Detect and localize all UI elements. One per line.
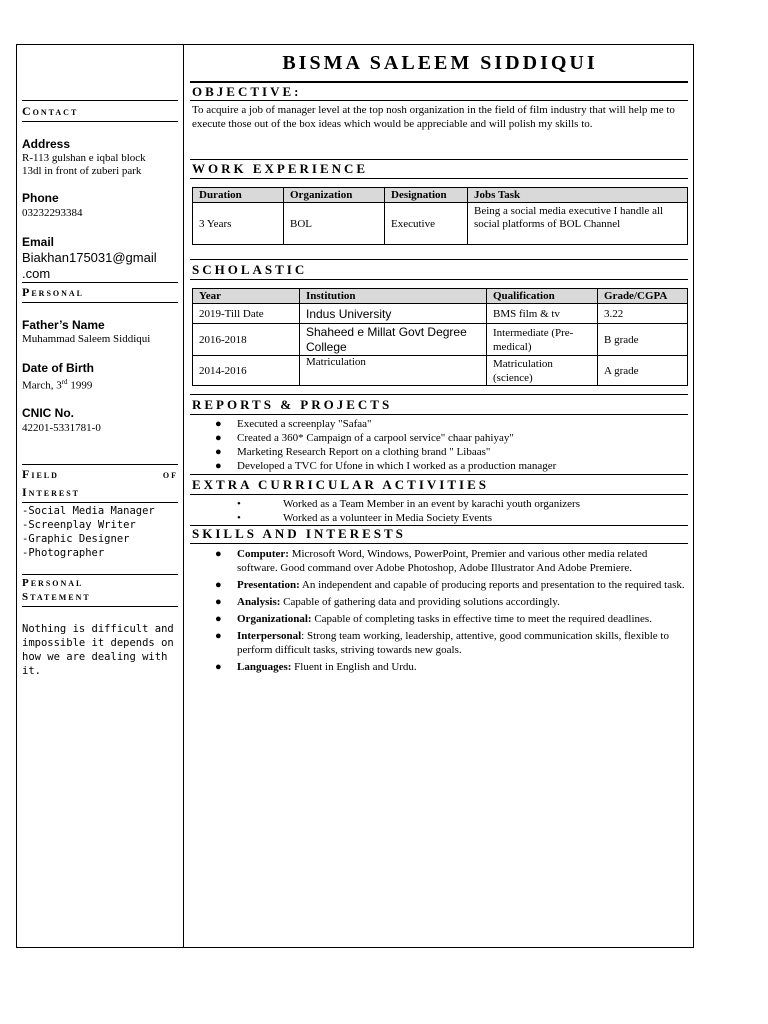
personal-heading: Personal [22,285,85,299]
sidebar-rule [22,464,178,465]
table-cell: Being a social media executive I handle all social platforms of BOL Channel [468,203,688,245]
table-cell: Indus University [300,304,487,324]
section-rule [190,394,688,395]
section-rule [190,474,688,475]
scholastic-heading: SCHOLASTIC [192,262,308,277]
table-cell: BMS film & tv [487,304,598,324]
table-cell: Intermediate (Pre-medical) [487,324,598,356]
field-heading: Field of Interest [22,467,178,499]
field-item: -Screenplay Writer [22,519,136,531]
table-cell: Matriculation (science) [487,356,598,386]
list-item: • Worked as a Team Member in an event by karachi youth organizers [237,498,580,510]
list-item: ● Created a 360* Campaign of a carpool service" chaar pahiyay" [215,432,514,444]
sidebar-rule [22,100,178,101]
section-rule [190,279,688,280]
objective-heading: OBJECTIVE: [192,84,302,99]
list-item: ● Marketing Research Report on a clothing brand " Libaas" [215,446,491,458]
list-item: ● Developed a TVC for Ufone in which I worked as a production manager [215,460,557,472]
list-item: ● Presentation: An independent and capable of producing reports and presentation to the required task. [215,579,685,591]
sidebar-rule [22,574,178,575]
table-header-row [193,289,688,304]
contact-heading: Contact [22,104,79,118]
address-label: Address [22,137,71,151]
section-rule [190,414,688,415]
column-divider [183,44,184,948]
email-line: Biakhan175031@gmail [22,250,157,265]
section-rule [190,178,688,179]
work-heading: WORK EXPERIENCE [192,161,369,176]
table-header: Duration [193,188,284,203]
reports-heading: REPORTS & PROJECTS [192,397,393,412]
list-item: ● Analysis: Capable of gathering data and providing solutions accordingly. [215,596,560,608]
sidebar-rule [22,502,178,503]
table-cell: Matriculation [300,356,487,386]
sidebar-rule [22,282,178,283]
table-header: Jobs Task [468,188,688,203]
sidebar-rule [22,302,178,303]
table-cell: B grade [598,324,688,356]
name-rule [190,81,688,83]
table-header: Institution [300,289,487,304]
sidebar-rule [22,121,178,122]
phone-label: Phone [22,191,59,205]
reports-list [215,417,687,473]
table-header-row [193,188,688,203]
section-rule [190,100,688,101]
list-item: ● Languages: Fluent in English and Urdu. [215,661,417,673]
table-cell: 3 Years [193,203,284,245]
field-item: -Photographer [22,547,105,559]
statement-heading: Personal Statement [22,577,91,603]
extra-heading: EXTRA CURRICULAR ACTIVITIES [192,477,489,492]
father-value: Muhammad Saleem Siddiqui [22,333,151,345]
field-item: -Graphic Designer [22,533,130,545]
work-table [192,187,688,245]
list-item: ● Organizational: Capable of completing tasks in effective time to meet the required deadlines. [215,613,652,625]
address-line: R-113 gulshan e iqbal block [22,152,146,164]
table-header: Organization [284,188,385,203]
table-row [193,356,688,386]
skills-list [215,547,685,677]
table-row [193,324,688,356]
section-rule [190,259,688,260]
list-item: ● Computer: Microsoft Word, Windows, PowerPoint, Premier and various other media related software. Good command over Adobe Photoshop, Adobe Illustrator And Adobe Premiere. [215,548,648,574]
father-label: Father’s Name [22,318,105,332]
email-line: .com [22,266,51,281]
section-rule [190,494,688,495]
sidebar-rule [22,606,178,607]
table-cell: BOL [284,203,385,245]
address-line: 13dl in front of zuberi park [22,165,142,177]
table-cell: 3.22 [598,304,688,324]
field-item: -Social Media Manager [22,505,155,517]
dob-label: Date of Birth [22,361,94,375]
cnic-label: CNIC No. [22,406,74,420]
table-cell: 2014-2016 [193,356,300,386]
extra-list [237,497,683,525]
scholastic-table [192,288,688,386]
section-rule [190,543,688,544]
table-header: Qualification [487,289,598,304]
table-cell: Shaheed e Millat Govt Degree College [300,324,487,356]
table-row [193,203,688,245]
section-rule [190,159,688,160]
table-header: Year [193,289,300,304]
phone-value: 03232293384 [22,207,83,219]
email-label: Email [22,235,55,249]
statement-text: Nothing is difficult and impossible it depends on how we are dealing with it. [22,623,174,677]
table-header: Designation [385,188,468,203]
table-row [193,304,688,324]
dob-value: March, 3rd 1999 [22,378,93,392]
objective-text: To acquire a job of manager level at the top nosh organization in the field of film industry that will help me to execute those out of the box ideas which would be appreciable and will polish my skills to. [192,104,675,130]
table-cell: 2019-Till Date [193,304,300,324]
list-item: ● Executed a screenplay "Safaa" [215,418,372,430]
candidate-name: BISMA SALEEM SIDDIQUI [282,52,598,74]
cnic-value: 42201-5331781-0 [22,422,101,434]
table-header: Grade/CGPA [598,289,688,304]
table-cell: 2016-2018 [193,324,300,356]
skills-heading: SKILLS AND INTERESTS [192,526,406,541]
list-item: • Worked as a volunteer in Media Society Events [237,512,492,524]
list-item: ● Interpersonal: Strong team working, leadership, attentive, good communication skills, flexible to perform difficult tasks, striving towards new goals. [215,630,669,656]
table-cell: Executive [385,203,468,245]
table-cell: A grade [598,356,688,386]
